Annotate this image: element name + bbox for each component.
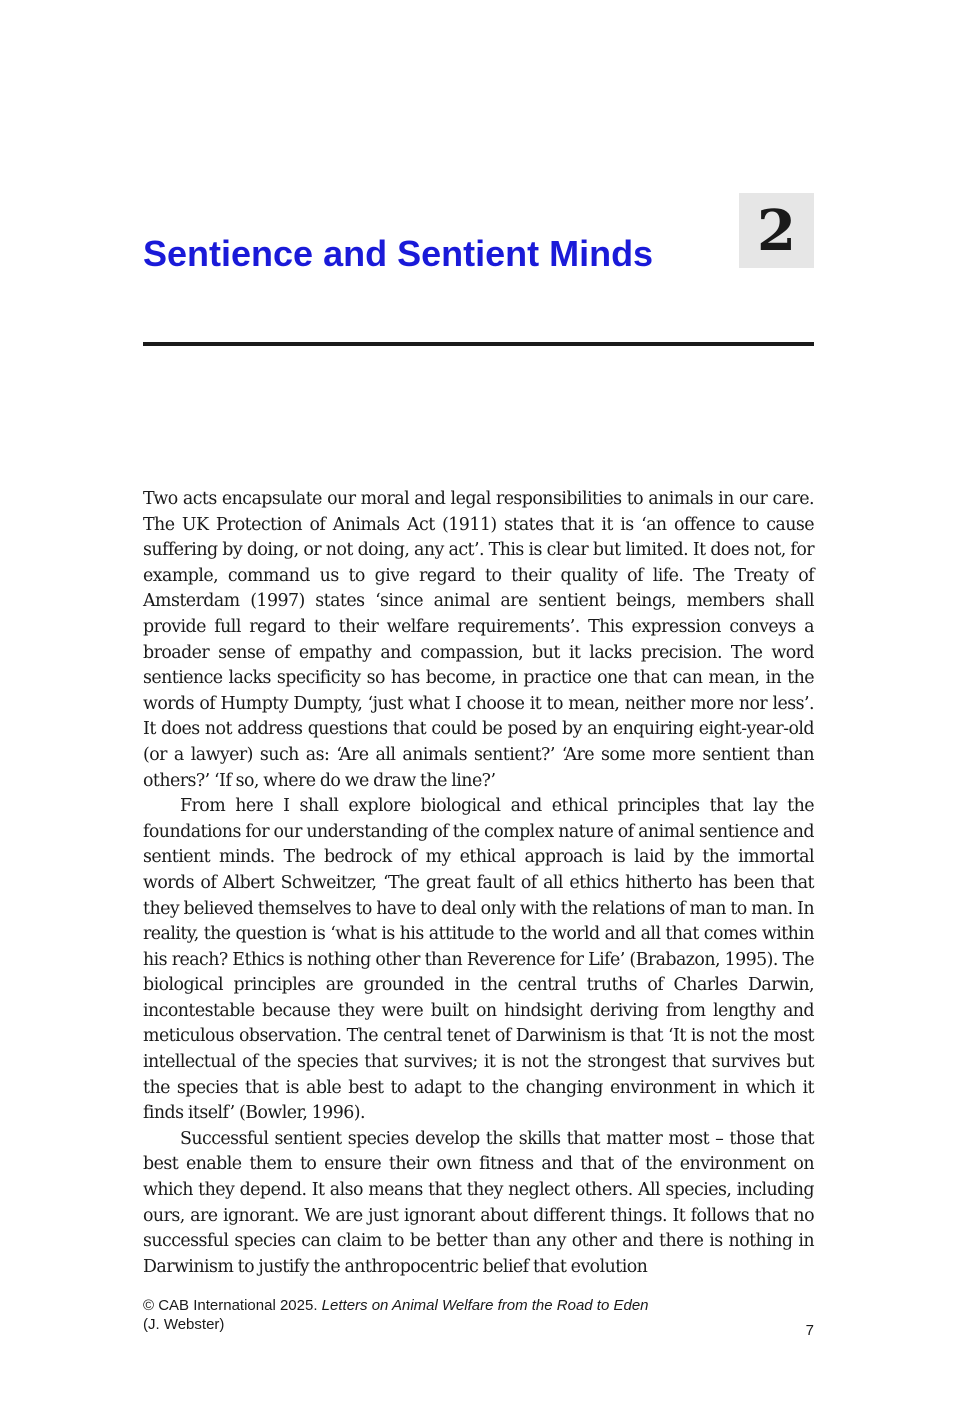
- author-credit: (J. Webster): [143, 1316, 225, 1333]
- paragraph-1: Two acts encapsulate our moral and legal responsibilities to animals in our care. The UK Protection of Animals Act (1911) states that it is ‘an offence to cause suffering by doing, or not doing, any act’. This is clear but limited. It does not, for example, command us to give regard to their quality of life. The Treaty of Amsterdam (1997) states ‘since animal are sentient beings, members shall provide full regard to their welfare requirements’. This expression conveys a broader sense of empathy and compassion, but it lacks precision. The word sentience lacks specificity so has become, in practice one that can mean, in the words of Humpty Dumpty, ‘just what I choose it to mean, neither more nor less’. It does not address questions that could be posed by an enquiring eight-year-old (or a lawyer) such as: ‘Are all animals sentient?’ ‘Are some more sentient than others?’ ‘If so, where do we draw the line?’: [143, 489, 814, 791]
- book-title: Letters on Animal Welfare from the Road to Eden: [321, 1297, 649, 1314]
- copyright-notice: © CAB International 2025.: [143, 1297, 318, 1314]
- chapter-title: Sentience and Sentient Minds: [143, 233, 654, 274]
- page-number: 7: [805, 1322, 814, 1339]
- chapter-number: 2: [757, 197, 796, 264]
- footer-citation: [143, 1296, 743, 1334]
- paragraph-2: From here I shall explore biological and ethical principles that lay the foundations for our understanding of the complex nature of animal sentience and sentient minds. The bedrock of my ethical approach is laid by the immortal words of Albert Schweitzer, ‘The great fault of all ethics hitherto has been that they believed themselves to have to deal only with the relations of man to man. In reality, the question is ‘what is his attitude to the world and all that comes within his reach? Ethics is nothing other than Reverence for Life’ (Brabazon, 1995). The biological principles are grounded in the central truths of Charles Darwin, incontestable because they were built on hindsight deriving from lengthy and meticulous observation. The central tenet of Darwinism is that ‘It is not the most intellectual of the species that survives; it is not the strongest that survives but the species that is able best to adapt to the changing environment in which it finds itself’ (Bowler, 1996).: [143, 796, 814, 1124]
- paragraph-3: Successful sentient species develop the skills that matter most – those that best enable them to ensure their own fitness and that of the environment on which they depend. It also means that they neglect others. All species, including ours, are ignorant. We are just ignorant about different things. It follows that no successful species can claim to be better than any other and there is nothing in Darwinism to justify the anthropocentric belief that evolution: [143, 1128, 814, 1277]
- chapter-number-box: [739, 193, 814, 268]
- title-divider: [143, 342, 814, 346]
- body-text: [143, 487, 814, 1280]
